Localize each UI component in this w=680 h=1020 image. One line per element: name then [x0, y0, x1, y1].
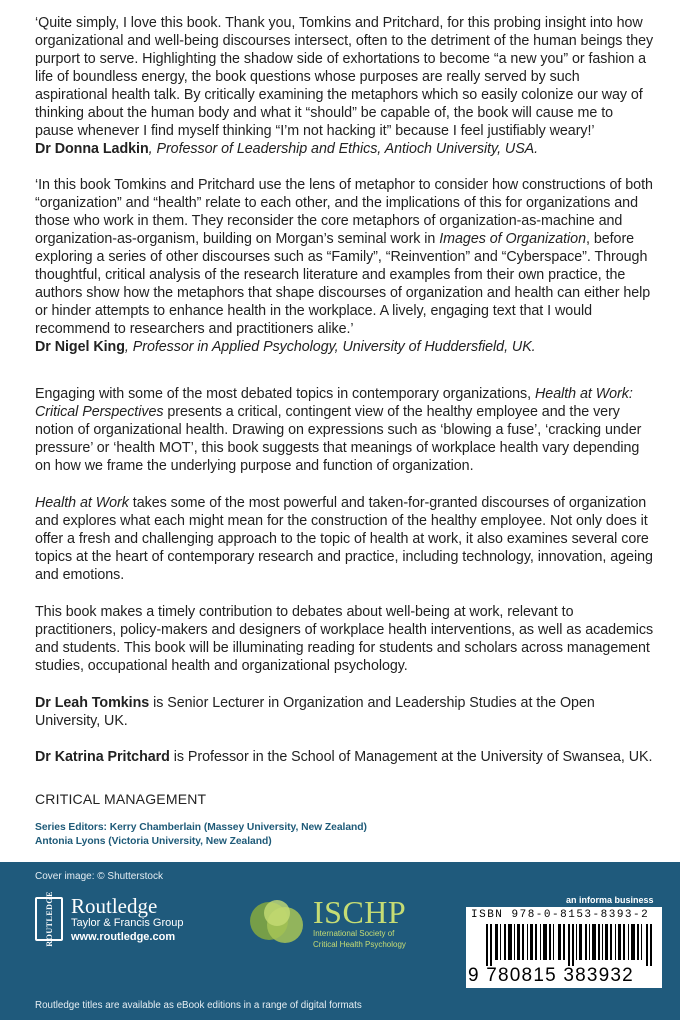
- description-paragraph-1: [35, 385, 655, 475]
- para1-book-title: Health at Work: Critical Perspectives: [35, 386, 633, 420]
- series-editors-line-1: Series Editors: Kerry Chamberlain (Massey University, New Zealand): [35, 822, 367, 833]
- para1-text-b: presents a critical, contingent view of the healthy employee and the very notion of organizational health. Drawing on expressions such as ‘blowing a fuse’, ‘cracking under pressure’ or ‘health MOT’, this book suggests that meanings of workplace health vary depending on how we frame the underlying purpose and function of organization.: [35, 404, 642, 474]
- author-bio-text: is Senior Lecturer in Organization and Leadership Studies at the Open University, UK.: [35, 695, 595, 729]
- series-title: CRITICAL MANAGEMENT: [35, 791, 207, 807]
- review-quote-2-text-a: ‘In this book Tomkins and Pritchard use the lens of metaphor to consider how constructions of both “organization” and “health” relate to each other, and the implications of this for organizations and those who work in them. They reconsider the core metaphors of organization-as-machine and organization-as-organism, building on Morgan’s seminal work in: [35, 177, 653, 247]
- barcode-number: 9 780815 383932: [468, 965, 634, 986]
- description-paragraph-3: This book makes a timely contribution to debates about well-being at work, relevant to practitioners, policy-makers and designers of workplace health interventions, as well as academics and students. This book will be illuminating reading for students and scholars across management studies, occupational health and organizational psychology.: [35, 604, 654, 674]
- review-quote-2-italic: Images of Organization: [439, 231, 586, 247]
- ebook-note: Routledge titles are available as eBook editions in a range of digital formats: [35, 1000, 362, 1011]
- author-name: Dr Leah Tomkins: [35, 695, 150, 711]
- publisher-name: Routledge: [71, 894, 158, 918]
- footer-band: [0, 862, 680, 1020]
- isbn-text: ISBN 978-0-8153-8393-2: [471, 909, 650, 921]
- routledge-mark-text: ROUTLEDGE: [44, 891, 54, 947]
- para2-book-title: Health at Work: [35, 495, 129, 511]
- author-bio-2: [35, 748, 655, 766]
- author-name: Dr Katrina Pritchard: [35, 749, 170, 765]
- barcode-bars-icon: [486, 924, 654, 966]
- reviewer-role: , Professor of Leadership and Ethics, Antioch University, USA.: [148, 141, 539, 157]
- series-editors: [35, 821, 655, 848]
- review-quote-2: [35, 176, 655, 356]
- ischp-logo: [249, 895, 406, 951]
- review-quote-1-attribution: [35, 141, 538, 157]
- review-quote-1-text: ‘Quite simply, I love this book. Thank you, Tomkins and Pritchard, for this probing insight into how organizational and well-being discourses intersect, often to the detriment of the human beings they purport to serve. Highlighting the shadow side of exhortations to become “a new you” or fashion a life of boundless energy, the book questions whose purposes are really served by such aspirational health talk. By critically examining the metaphors which so easily colonize our way of thinking about the human body and what it “should” be capable of, the book will cause me to pause whenever I find myself thinking “I’m not hacking it” because I feel justifiably weary!’: [35, 15, 654, 139]
- para2-text: takes some of the most powerful and taken-for-granted discourses of organization and explores what each might mean for the construction of the healthy employee. Not only does it offer a fresh and challenging approach to the topic of health at work, it also examines several core topics at the heart of contemporary research and practice, including technology, innovation, ageing and emotions.: [35, 495, 653, 583]
- series-editors-line-2: Antonia Lyons (Victoria University, New Zealand): [35, 835, 272, 847]
- reviewer-role: , Professor in Applied Psychology, University of Huddersfield, UK.: [124, 339, 536, 355]
- review-quote-2-attribution: [35, 339, 536, 355]
- review-quote-1: [35, 14, 655, 158]
- publisher-url: www.routledge.com: [71, 931, 176, 943]
- reviewer-name: Dr Donna Ladkin: [35, 141, 149, 157]
- informa-tagline: an informa business: [566, 895, 654, 905]
- cover-credit: Cover image: © Shutterstock: [35, 871, 163, 882]
- routledge-logo: [35, 891, 184, 947]
- ischp-name: ISCHP: [313, 894, 407, 930]
- publisher-group: Taylor & Francis Group: [71, 917, 184, 929]
- barcode: [466, 907, 662, 988]
- back-cover-text: [35, 14, 655, 848]
- author-bio-1: [35, 694, 655, 730]
- ischp-subtitle-1: International Society of: [313, 929, 395, 938]
- routledge-mark-icon: [35, 891, 63, 947]
- description-paragraph-2: [35, 494, 655, 584]
- author-bio-text: is Professor in the School of Management at the University of Swansea, UK.: [169, 749, 653, 765]
- para1-text-a: Engaging with some of the most debated topics in contemporary organizations,: [35, 386, 536, 402]
- ischp-circles-icon: [249, 895, 307, 951]
- ischp-subtitle-2: Critical Health Psychology: [313, 940, 406, 949]
- review-quote-2-text-b: , before exploring a series of other discourses such as “Family”, “Reinvention” and “Cyberspace”. Through thoughtful, critical analysis of the research literature and examples from their own practice, the authors show how the metaphors that shape discourses of organization and health can either help or hinder attempts to enhance health in the workplace. A lively, engaging text that I would recommend to researchers and practitioners alike.’: [35, 231, 651, 337]
- reviewer-name: Dr Nigel King: [35, 339, 125, 355]
